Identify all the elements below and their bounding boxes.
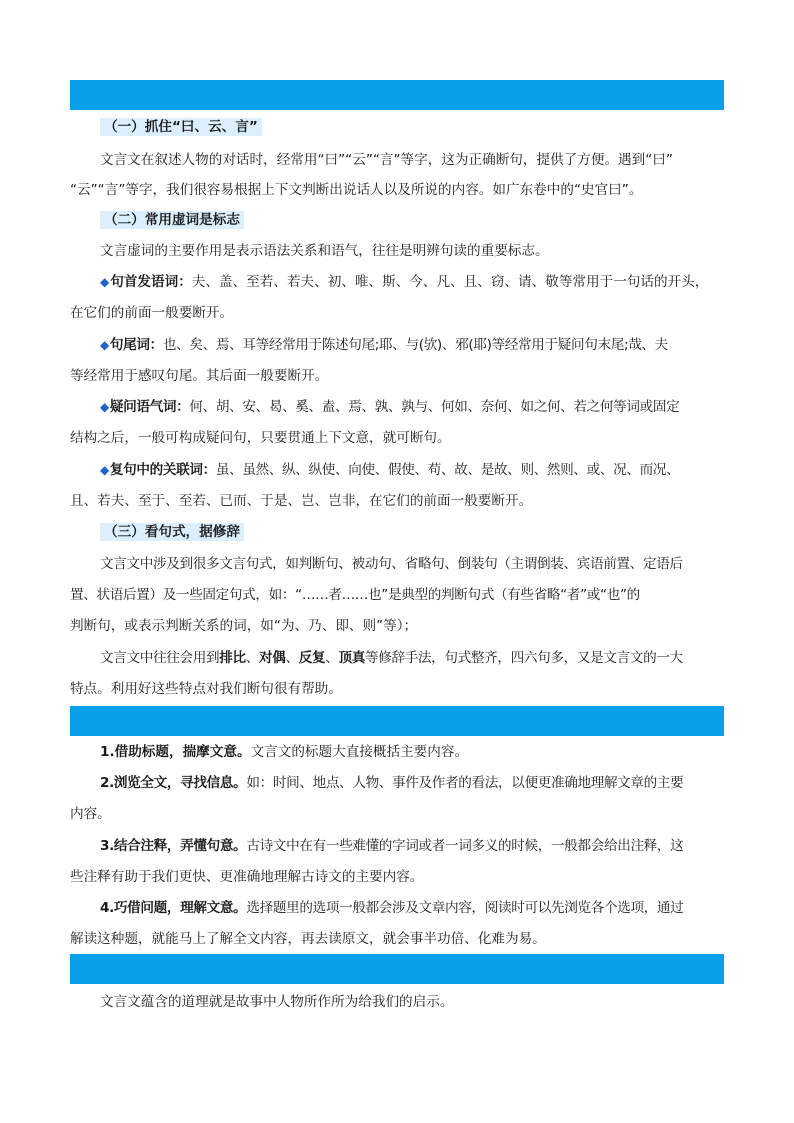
paragraph-line: 文言文中涉及到很多文言句式，如判断句、被动句、省略句、倒装句（主谓倒装、宾语前置、定语后 (100, 556, 683, 572)
paragraph-line: 判断句，或表示判断关系的词，如“为、乃、即、则”等）； (70, 618, 418, 634)
bullet-text-cont: 且、若夫、至于、至若、已而、于是、岂、岂非，在它们的前面一般要断开。 (70, 493, 533, 509)
separator: 、 (325, 650, 339, 666)
tip-item (100, 836, 724, 856)
paragraph-line: 特点。利用好这些特点对我们断句很有帮助。 (70, 681, 342, 697)
separator: 、 (245, 650, 259, 666)
tip-text: 古诗文中在有一些难懂的字词或者一词多义的时候，一般都会给出注释，这 (246, 838, 684, 854)
paragraph-rhetoric (100, 648, 724, 668)
diamond-bullet-icon: ◆ (100, 463, 109, 477)
tip-item (100, 742, 724, 762)
bullet-text: 虽、虽然、纵、纵使、向使、假使、苟、故、是故、则、然则、或、况、而况、 (215, 462, 680, 478)
bullet-label: 疑问语气词： (109, 399, 190, 415)
section-banner-2 (70, 706, 724, 736)
tip-item (100, 773, 724, 793)
bullet-text-cont: 等经常用于感叹句尾。其后面一般要断开。 (70, 368, 329, 384)
diamond-bullet-icon: ◆ (100, 400, 109, 414)
bullet-text-cont: 结构之后，一般可构成疑问句，只要贯通上下文意，就可断句。 (70, 430, 451, 446)
section-banner-1 (70, 80, 724, 110)
tip-title: 2.浏览全文，寻找信息。 (100, 775, 247, 791)
heading-2 (100, 210, 724, 230)
tip-text: 如：时间、地点、人物、事件及作者的看法，以便更准确地理解文章的主要 (246, 775, 684, 791)
tip-text: 文言文的标题大直接概括主要内容。 (250, 744, 469, 760)
heading-2-text: （二）常用虚词是标志 (100, 211, 244, 229)
paragraph-line: 文言文在叙述人物的对话时，经常用“曰”“云”“言”等字，这为正确断句，提供了方便。遇到“曰” (100, 152, 673, 168)
bullet-item (100, 460, 724, 480)
bullet-label: 句首发语词： (110, 274, 192, 290)
diamond-bullet-icon: ◆ (100, 275, 110, 289)
paragraph-line: 文言虚词的主要作用是表示语法关系和语气，往往是明辨句读的重要标志。 (100, 243, 549, 259)
text-span: 文言文中往往会用到 (100, 650, 220, 666)
bold-term: 顶真 (338, 650, 365, 666)
bullet-text-cont: 在它们的前面一般要断开。 (70, 305, 234, 321)
bullet-label: 句尾词： (109, 337, 163, 353)
bullet-text: 何、胡、安、曷、奚、盍、焉、孰、孰与、何如、奈何、如之何、若之何等词或固定 (189, 399, 680, 415)
bold-term: 对偶 (258, 650, 286, 666)
diamond-bullet-icon: ◆ (100, 338, 109, 352)
bullet-text: 夫、盖、至若、若夫、初、唯、斯、今、凡、且、窃、请、敬等常用于一句话的开头， (191, 274, 709, 290)
heading-3-text: （三）看句式，据修辞 (100, 523, 244, 541)
tip-text-cont: 内容。 (70, 806, 111, 822)
text-span: 等修辞手法，句式整齐，四六句多，又是文言文的一大 (364, 650, 683, 666)
bullet-label: 复句中的关联词： (109, 462, 216, 478)
separator: 、 (285, 650, 299, 666)
bullet-item (100, 397, 724, 417)
tip-title: 3.结合注释，弄懂句意。 (100, 838, 247, 854)
bold-term: 反复 (298, 650, 326, 666)
heading-1 (100, 117, 724, 137)
tip-text-cont: 些注释有助于我们更快、更准确地理解古诗文的主要内容。 (70, 869, 424, 885)
bullet-item (100, 272, 724, 292)
paragraph-line: 文言文蕴含的道理就是故事中人物所作所为给我们的启示。 (100, 994, 454, 1010)
heading-1-text: （一）抓住“曰、云、言” (100, 118, 262, 136)
tip-item (100, 898, 724, 918)
tip-text: 选择题里的选项一般都会涉及文章内容，阅读时可以先浏览各个选项，通过 (246, 900, 684, 916)
paragraph-line: 置、状语后置）及一些固定句式，如：“……者……也”是典型的判断句式（有些省略“者”或“也”的 (70, 587, 640, 603)
bold-term: 排比 (219, 650, 246, 666)
tip-text-cont: 解读这种题，就能马上了解全文内容，再去读原文，就会事半功倍、化难为易。 (70, 931, 546, 947)
tip-title: 1.借助标题，揣摩文意。 (100, 744, 251, 760)
paragraph-line: “云”“言”等字，我们很容易根据上下文判断出说话人以及所说的内容。如广东卷中的“史官曰”。 (70, 182, 643, 198)
tip-title: 4.巧借问题，理解文意。 (100, 900, 247, 916)
heading-3 (100, 522, 724, 542)
section-banner-3 (70, 954, 724, 984)
bullet-text: 也、矣、焉、耳等经常用于陈述句尾;耶、与(欤)、邪(耶)等经常用于疑问句末尾;哉、夫 (162, 337, 668, 353)
bullet-item (100, 335, 724, 355)
